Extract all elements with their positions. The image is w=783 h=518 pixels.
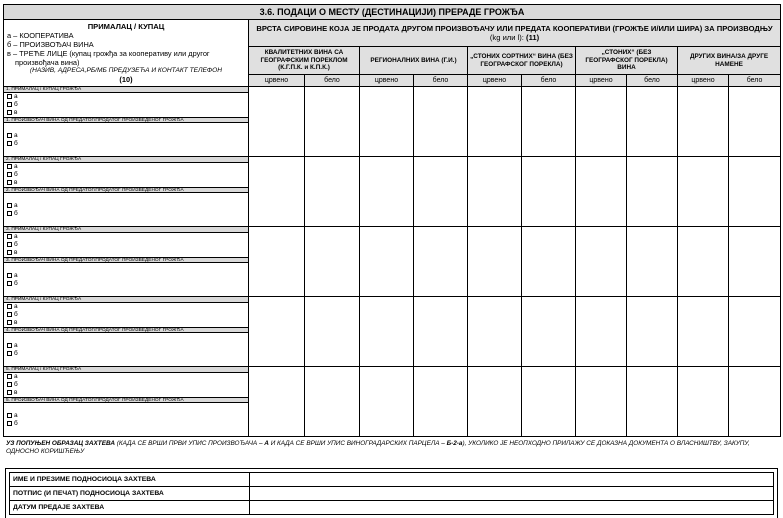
quantity-cell[interactable] bbox=[627, 87, 678, 157]
quantity-cell[interactable] bbox=[678, 157, 729, 227]
red-column-header: црвено bbox=[678, 75, 729, 87]
destination-form bbox=[3, 4, 780, 437]
quantity-cell[interactable] bbox=[305, 227, 360, 297]
checkbox-letter: а bbox=[14, 233, 18, 240]
checkbox-letter: а bbox=[14, 412, 18, 419]
quantity-cell[interactable] bbox=[249, 157, 305, 227]
checkbox-letter: б bbox=[14, 241, 18, 248]
receiver-block bbox=[4, 297, 249, 367]
checkbox-icon[interactable] bbox=[7, 343, 12, 348]
quantity-cell[interactable] bbox=[468, 227, 522, 297]
white-column-header: бело bbox=[627, 75, 678, 87]
checkbox-letter: б bbox=[14, 350, 18, 357]
quantity-cell[interactable] bbox=[522, 87, 576, 157]
receiver-option-c-checkbox[interactable] bbox=[4, 389, 248, 397]
checkbox-icon[interactable] bbox=[7, 110, 12, 115]
category-header: ДРУГИХ ВИНА/ЗА ДРУГЕ НАМЕНЕ bbox=[678, 47, 781, 75]
receiver-block-row bbox=[4, 297, 781, 367]
producer-option-b-checkbox[interactable] bbox=[4, 280, 248, 288]
quantity-cell[interactable] bbox=[360, 297, 414, 367]
destination-table bbox=[3, 4, 781, 437]
quantity-cell[interactable] bbox=[305, 297, 360, 367]
quantity-cell[interactable] bbox=[414, 297, 468, 367]
applicant-signature-field[interactable] bbox=[250, 487, 774, 501]
checkbox-icon[interactable] bbox=[7, 382, 12, 387]
quantity-cell[interactable] bbox=[360, 367, 414, 437]
section-title: 3.6. ПОДАЦИ О МЕСТУ (ДЕСТИНАЦИЈИ) ПРЕРАДЕ ГРОЖЂА bbox=[4, 5, 781, 20]
receiver-number: (10) bbox=[119, 75, 133, 84]
quantity-cell[interactable] bbox=[576, 157, 627, 227]
receiver-label: 1. ПРИМАЛАЦ / КУПАЦ ГРОЖЂА bbox=[4, 87, 248, 93]
checkbox-icon[interactable] bbox=[7, 242, 12, 247]
receiver-header-title: ПРИМАЛАЦ / КУПАЦ bbox=[87, 22, 165, 31]
quantity-cell[interactable] bbox=[468, 367, 522, 437]
note-form-b: Б-2-а bbox=[446, 440, 463, 447]
quantity-cell[interactable] bbox=[522, 367, 576, 437]
quantity-cell[interactable] bbox=[360, 87, 414, 157]
receiver-option-c-checkbox[interactable] bbox=[4, 319, 248, 327]
white-column-header: бело bbox=[729, 75, 781, 87]
producer-label: 3. ПРОИЗВОЂАЧ ВИНА ОД ПРЕДАТОГ/ПРОДАТОГ ПРОИЗВЕДЕНОГ ГРОЖЂА bbox=[4, 257, 248, 263]
receiver-option-c: в – ТРЕЋЕ ЛИЦЕ (купац грожђа за кооперативу или другог произвођача вина) bbox=[7, 49, 210, 67]
producer-label: 4. ПРОИЗВОЂАЧ ВИНА ОД ПРЕДАТОГ/ПРОДАТОГ ПРОИЗВЕДЕНОГ ГРОЖЂА bbox=[4, 327, 248, 333]
quantity-cell[interactable] bbox=[249, 297, 305, 367]
checkbox-icon[interactable] bbox=[7, 234, 12, 239]
receiver-option-a-checkbox[interactable] bbox=[4, 373, 248, 381]
receiver-label: 5. ПРИМАЛАЦ / КУПАЦ ГРОЖЂА bbox=[4, 367, 248, 373]
producer-label: 5. ПРОИЗВОЂАЧ ВИНА ОД ПРЕДАТОГ/ПРОДАТОГ ПРОИЗВЕДЕНОГ ГРОЖЂА bbox=[4, 397, 248, 403]
checkbox-letter: б bbox=[14, 280, 18, 287]
receiver-option-c-checkbox[interactable] bbox=[4, 249, 248, 257]
quantity-cell[interactable] bbox=[729, 227, 781, 297]
checkbox-letter: а bbox=[14, 373, 18, 380]
red-column-header: црвено bbox=[576, 75, 627, 87]
checkbox-letter: а bbox=[14, 202, 18, 209]
quantity-cell[interactable] bbox=[468, 157, 522, 227]
note-part1: (КАДА СЕ ВРШИ ПРВИ УПИС ПРОИЗВОЂАЧА – bbox=[114, 440, 265, 447]
attachment-note bbox=[6, 440, 778, 456]
note-lead: УЗ ПОПУЊЕН ОБРАЗАЦ ЗАХТЕВА bbox=[6, 440, 115, 447]
receiver-label: 3. ПРИМАЛАЦ / КУПАЦ ГРОЖЂА bbox=[4, 227, 248, 233]
quantity-cell[interactable] bbox=[249, 367, 305, 437]
quantity-cell[interactable] bbox=[305, 87, 360, 157]
submission-date-field[interactable] bbox=[250, 501, 774, 515]
receiver-instruction: (НАЗИВ, АДРЕСА,РБ/МБ ПРЕДУЗЕЋА И КОНТАКТ ТЕЛЕФОН bbox=[29, 67, 223, 74]
checkbox-letter: а bbox=[14, 132, 18, 139]
producer-option-b-checkbox[interactable] bbox=[4, 210, 248, 218]
receiver-option-c-checkbox[interactable] bbox=[4, 109, 248, 117]
receiver-option-b-checkbox[interactable] bbox=[4, 101, 248, 109]
quantity-cell[interactable] bbox=[729, 157, 781, 227]
receiver-block bbox=[4, 87, 249, 157]
red-column-header: црвено bbox=[360, 75, 414, 87]
red-column-header: црвено bbox=[468, 75, 522, 87]
receiver-option-b-checkbox[interactable] bbox=[4, 381, 248, 389]
receiver-option-a-checkbox[interactable] bbox=[4, 303, 248, 311]
checkbox-letter: в bbox=[14, 319, 18, 326]
raw-material-header bbox=[249, 20, 781, 47]
checkbox-icon[interactable] bbox=[7, 172, 12, 177]
quantity-cell[interactable] bbox=[576, 367, 627, 437]
checkbox-icon[interactable] bbox=[7, 351, 12, 356]
quantity-cell[interactable] bbox=[729, 297, 781, 367]
checkbox-icon[interactable] bbox=[7, 312, 12, 317]
quantity-cell[interactable] bbox=[627, 157, 678, 227]
quantity-cell[interactable] bbox=[414, 367, 468, 437]
white-column-header: бело bbox=[522, 75, 576, 87]
quantity-cell[interactable] bbox=[522, 157, 576, 227]
receiver-option-b-checkbox[interactable] bbox=[4, 171, 248, 179]
checkbox-icon[interactable] bbox=[7, 102, 12, 107]
receiver-option-a-checkbox[interactable] bbox=[4, 233, 248, 241]
white-column-header: бело bbox=[305, 75, 360, 87]
quantity-cell[interactable] bbox=[729, 87, 781, 157]
quantity-cell[interactable] bbox=[249, 87, 305, 157]
checkbox-letter: в bbox=[14, 109, 18, 116]
quantity-cell[interactable] bbox=[627, 297, 678, 367]
receiver-block-row bbox=[4, 157, 781, 227]
quantity-cell[interactable] bbox=[414, 227, 468, 297]
checkbox-icon[interactable] bbox=[7, 421, 12, 426]
receiver-option-c-checkbox[interactable] bbox=[4, 179, 248, 187]
checkbox-icon[interactable] bbox=[7, 133, 12, 138]
quantity-cell[interactable] bbox=[576, 297, 627, 367]
signature-section bbox=[5, 468, 778, 518]
note-form-a: А bbox=[264, 440, 269, 447]
quantity-cell[interactable] bbox=[360, 227, 414, 297]
receiver-block bbox=[4, 157, 249, 227]
checkbox-icon[interactable] bbox=[7, 250, 12, 255]
receiver-option-b: б – ПРОИЗВОЂАЧ ВИНА bbox=[7, 40, 94, 49]
checkbox-icon[interactable] bbox=[7, 390, 12, 395]
checkbox-letter: б bbox=[14, 311, 18, 318]
quantity-cell[interactable] bbox=[360, 157, 414, 227]
category-header: РЕГИОНАЛНИХ ВИНА (Г.И.) bbox=[360, 47, 468, 75]
checkbox-letter: а bbox=[14, 272, 18, 279]
receiver-option-b-checkbox[interactable] bbox=[4, 311, 248, 319]
checkbox-letter: б bbox=[14, 171, 18, 178]
checkbox-icon[interactable] bbox=[7, 141, 12, 146]
raw-material-text: ВРСТА СИРОВИНЕ КОЈА ЈЕ ПРОДАТА ДРУГОМ ПРОИЗВОЂАЧУ ИЛИ ПРЕДАТА КООПЕРАТИВИ (ГРОЖЂЕ И/ИЛИ ШИРА) ЗА ПРОИЗВОДЊУ bbox=[256, 24, 773, 33]
checkbox-icon[interactable] bbox=[7, 273, 12, 278]
quantity-cell[interactable] bbox=[576, 227, 627, 297]
quantity-cell[interactable] bbox=[249, 227, 305, 297]
receiver-option-a: а – КООПЕРАТИВА bbox=[7, 31, 74, 40]
quantity-cell[interactable] bbox=[522, 227, 576, 297]
quantity-cell[interactable] bbox=[729, 367, 781, 437]
producer-option-b-checkbox[interactable] bbox=[4, 140, 248, 148]
quantity-cell[interactable] bbox=[305, 367, 360, 437]
applicant-name-field[interactable] bbox=[250, 473, 774, 487]
quantity-cell[interactable] bbox=[305, 157, 360, 227]
producer-option-a-checkbox[interactable] bbox=[4, 202, 248, 210]
raw-material-number: (11) bbox=[526, 33, 540, 42]
checkbox-icon[interactable] bbox=[7, 320, 12, 325]
receiver-block-row bbox=[4, 367, 781, 437]
receiver-block bbox=[4, 367, 249, 437]
receiver-option-a-checkbox[interactable] bbox=[4, 163, 248, 171]
checkbox-letter: в bbox=[14, 389, 18, 396]
receiver-block-row bbox=[4, 87, 781, 157]
producer-option-b-checkbox[interactable] bbox=[4, 420, 248, 428]
checkbox-letter: а bbox=[14, 303, 18, 310]
quantity-cell[interactable] bbox=[678, 87, 729, 157]
submission-date-label: ДАТУМ ПРЕДАЈЕ ЗАХТЕВА bbox=[10, 501, 250, 515]
checkbox-icon[interactable] bbox=[7, 180, 12, 185]
producer-option-a-checkbox[interactable] bbox=[4, 342, 248, 350]
producer-option-a-checkbox[interactable] bbox=[4, 272, 248, 280]
note-part2: И КАДА СЕ ВРШИ УПИС ВИНОГРАДАРСКИХ ПАРЦЕЛА – bbox=[268, 440, 447, 447]
checkbox-icon[interactable] bbox=[7, 413, 12, 418]
producer-label: 1. ПРОИЗВОЂАЧ ВИНА ОД ПРЕДАТОГ/ПРОДАТОГ ПРОИЗВЕДЕНОГ ГРОЖЂА bbox=[4, 117, 248, 123]
producer-label: 2. ПРОИЗВОЂАЧ ВИНА ОД ПРЕДАТОГ/ПРОДАТОГ ПРОИЗВЕДЕНОГ ГРОЖЂА bbox=[4, 187, 248, 193]
quantity-cell[interactable] bbox=[414, 87, 468, 157]
raw-material-unit: (kg или l): bbox=[489, 33, 524, 42]
note-part3: ), УКОЛИКО ЈЕ НЕОПХОДНО ПРИЛАЖУ СЕ ДОКАЗНА ДОКУМЕНТА О ВЛАСНИШТВУ, ЗАКУПУ, ОДНОСНО КОРИШЋЕЊУ bbox=[6, 440, 750, 455]
quantity-cell[interactable] bbox=[678, 227, 729, 297]
checkbox-icon[interactable] bbox=[7, 281, 12, 286]
applicant-signature-label: ПОТПИС (И ПЕЧАТ) ПОДНОСИОЦА ЗАХТЕВА bbox=[10, 487, 250, 501]
checkbox-icon[interactable] bbox=[7, 164, 12, 169]
checkbox-icon[interactable] bbox=[7, 374, 12, 379]
applicant-name-label: ИМЕ И ПРЕЗИМЕ ПОДНОСИОЦА ЗАХТЕВА bbox=[10, 473, 250, 487]
checkbox-icon[interactable] bbox=[7, 94, 12, 99]
receiver-label: 4. ПРИМАЛАЦ / КУПАЦ ГРОЖЂА bbox=[4, 297, 248, 303]
quantity-cell[interactable] bbox=[627, 367, 678, 437]
checkbox-letter: б bbox=[14, 210, 18, 217]
receiver-label: 2. ПРИМАЛАЦ / КУПАЦ ГРОЖЂА bbox=[4, 157, 248, 163]
checkbox-letter: в bbox=[14, 249, 18, 256]
category-header: КВАЛИТЕТНИХ ВИНА СА ГЕОГРАФСКИМ ПОРЕКЛОМ (К.Г.П.К. и К.П.К.) bbox=[249, 47, 360, 75]
receiver-header bbox=[4, 20, 249, 87]
category-header: „СТОНИХ“ (БЕЗ ГЕОГРАФСКОГ ПОРЕКЛА) ВИНА bbox=[576, 47, 678, 75]
producer-option-a-checkbox[interactable] bbox=[4, 132, 248, 140]
quantity-cell[interactable] bbox=[627, 227, 678, 297]
white-column-header: бело bbox=[414, 75, 468, 87]
quantity-cell[interactable] bbox=[678, 297, 729, 367]
quantity-cell[interactable] bbox=[414, 157, 468, 227]
producer-option-b-checkbox[interactable] bbox=[4, 350, 248, 358]
checkbox-icon[interactable] bbox=[7, 211, 12, 216]
checkbox-letter: а bbox=[14, 93, 18, 100]
checkbox-letter: б bbox=[14, 381, 18, 388]
checkbox-letter: б bbox=[14, 420, 18, 427]
category-header: „СТОНИХ СОРТНИХ“ ВИНА (БЕЗ ГЕОГРАФСКОГ ПОРЕКЛА) bbox=[468, 47, 576, 75]
quantity-cell[interactable] bbox=[678, 367, 729, 437]
receiver-option-b-checkbox[interactable] bbox=[4, 241, 248, 249]
quantity-cell[interactable] bbox=[468, 87, 522, 157]
checkbox-letter: в bbox=[14, 179, 18, 186]
receiver-option-a-checkbox[interactable] bbox=[4, 93, 248, 101]
quantity-cell[interactable] bbox=[522, 297, 576, 367]
checkbox-icon[interactable] bbox=[7, 304, 12, 309]
quantity-cell[interactable] bbox=[576, 87, 627, 157]
checkbox-icon[interactable] bbox=[7, 203, 12, 208]
red-column-header: црвено bbox=[249, 75, 305, 87]
producer-option-a-checkbox[interactable] bbox=[4, 412, 248, 420]
checkbox-letter: а bbox=[14, 342, 18, 349]
checkbox-letter: б bbox=[14, 140, 18, 147]
checkbox-letter: б bbox=[14, 101, 18, 108]
quantity-cell[interactable] bbox=[468, 297, 522, 367]
receiver-block-row bbox=[4, 227, 781, 297]
checkbox-letter: а bbox=[14, 163, 18, 170]
receiver-block bbox=[4, 227, 249, 297]
